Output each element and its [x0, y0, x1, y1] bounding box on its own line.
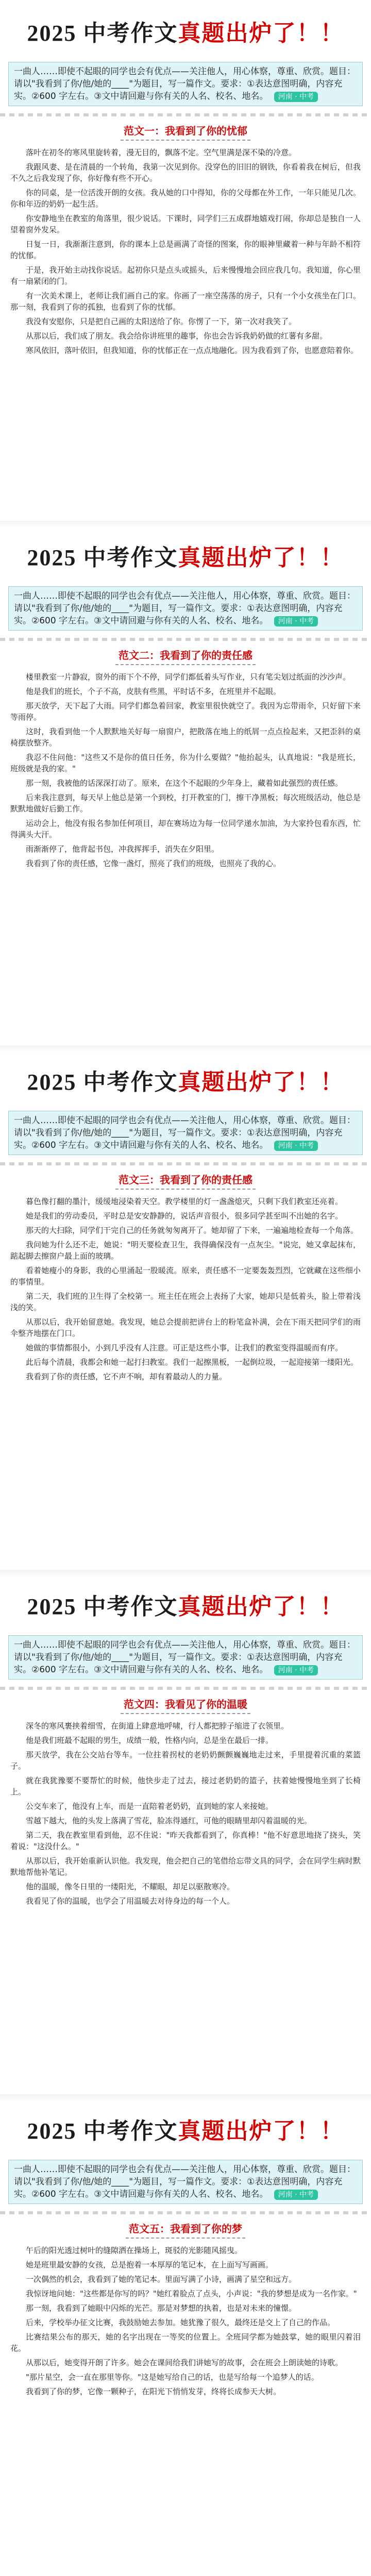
- page-title: [0, 2098, 371, 2160]
- page-title: [0, 1049, 371, 1111]
- page-separator: [0, 2094, 371, 2102]
- prompt-box: [8, 1635, 363, 1680]
- region-chip: 河南 · 中考: [274, 2190, 318, 2200]
- prompt-text: 一曲人……即使不起眼的同学也会有优点——关注他人，用心体察，尊重、欣赏。题目：请以"我看到了你/他/她的____"为题目，写一篇作文。要求：①表达意图明确，内容充实。②600 字左右。③文中请回避与你有关的人名、校名、地名。: [14, 2164, 356, 2199]
- page-separator: [0, 1570, 371, 1577]
- title-red: 真题出炉了！！: [178, 21, 344, 46]
- region-chip: 河南 · 中考: [274, 616, 318, 626]
- paragraph: 雨渐渐停了，他背起书包，冲我挥挥手，消失在夕阳里。: [26, 844, 220, 854]
- paragraph: 后来我注意到，每天早上他总是第一个到校，打开教室的门，擦干净黑板；每次班级活动，他总是默默地做好后勤工作。: [10, 793, 361, 814]
- banner-title: [27, 1063, 344, 1096]
- essay-body: [10, 147, 361, 356]
- page-title: [0, 0, 371, 62]
- prompt-box: [8, 62, 363, 106]
- paragraph: 比赛结果公布的那天，她的名字出现在一等奖的位置上。全班同学都为她鼓掌，她的眼里闪着泪花。: [10, 2332, 361, 2353]
- essay-title: 范文四：我看见了你的温暖: [121, 1696, 250, 1714]
- paragraph: 楼里教室一片静寂，窗外的雨下个不停，同学们都低着头写作业，只有笔尖划过纸面的沙沙声。: [26, 672, 351, 682]
- paragraph: 第二天，我们班的卫生得了全校第一。班主任在班会上表扬了大家，她却只是低着头，脸上带着浅浅的笑。: [10, 1292, 361, 1312]
- essay-title: 范文一：我看到了你的忧郁: [121, 123, 250, 141]
- prompt-text: 一曲人……即使不起眼的同学也会有优点——关注他人，用心体察，尊重、欣赏。题目：请以"我看到了你/他/她的____"为题目，写一篇作文。要求：①表达意图明确，内容充实。②600 字左右。③文中请回避与你有关的人名、校名、地名。: [14, 591, 356, 626]
- essay-title: 范文二：我看到了你的责任感: [115, 647, 256, 665]
- divider: [0, 2211, 371, 2214]
- region-chip: 河南 · 中考: [274, 1141, 318, 1151]
- paragraph: 从那以后，我开始留意她。我发现，她总会提前把讲台上的粉笔盒补满，会在下雨天把同学们的雨伞整齐地摆在门口。: [10, 1317, 361, 1338]
- title-black: 2025 中考作文: [27, 1070, 178, 1095]
- paragraph: "那片星空，会一直在那里等你。"这是她写给自己的话，也是写给每一个追梦人的话。: [26, 2372, 319, 2382]
- essay-page: [0, 0, 371, 524]
- essay-body: [10, 1196, 361, 1382]
- essay-body: [10, 1720, 361, 1907]
- paragraph: 看着她瘦小的身影，我的心里涌起一股暖流。原来，责任感不一定要轰轰烈烈，它就藏在这些细小的事情里。: [10, 1266, 361, 1286]
- paragraph: 从那以后，我开始重新认识他。我发现，他会把自己的笔借给忘带文具的同学，会在同学生病时默默地帮他补笔记。: [10, 1856, 361, 1877]
- paragraph: 我忍不住问他："这些又不是你的值日任务，你为什么要做？"他抬起头，认真地说："我是班长，班级就是我的家。": [10, 753, 361, 773]
- paragraph: 我看到了你的责任感，它像一盏灯，照亮了我们的班级，也照亮了我的心。: [26, 859, 281, 868]
- prompt-box: [8, 1111, 363, 1155]
- paragraph: 我没有安慰你，只是把自己画的太阳送给了你。你愣了一下，第一次对我笑了。: [26, 317, 297, 326]
- banner-title: [27, 1588, 344, 1621]
- banner-title: [27, 14, 344, 47]
- paragraph: 我问她为什么还不走，她说："明天要检查卫生，我得确保没有一点灰尘。"说完，她又拿起抹布，踮起脚去擦窗户最上面的玻璃。: [10, 1240, 361, 1261]
- paragraph: 公交车来了，他没有上车，而是一直陪着老奶奶，直到她的家人来接她。: [26, 1802, 274, 1811]
- paragraph: 我跟风妻、是在清晨的一个转角，我第一次见到你。没穿色的旧旧的钢铁，你看着我在树后，但我不久之后我发现了你，你好像有些不开心。: [10, 162, 361, 183]
- paragraph: 你安静地坐在教室的角落里，很少说话。下课时，同学们三五成群地嬉戏打闹，你却总是独自一人望着窗外发呆。: [10, 214, 361, 234]
- paragraph: 那一刻，我被他的话深深打动了。原来，在这个不起眼的少年身上，藏着如此强烈的责任感。: [26, 778, 343, 788]
- essay-title-wrap: [0, 123, 371, 141]
- divider: [0, 1162, 371, 1165]
- title-black: 2025 中考作文: [27, 545, 178, 570]
- prompt-text: 一曲人……即使不起眼的同学也会有优点——关注他人，用心体察，尊重、欣赏。题目：请以"我看到了你/他/她的____"为题目，写一篇作文。要求：①表达意图明确，内容充实。②600 字左右。③文中请回避与你有关的人名、校名、地名。: [14, 66, 356, 101]
- paragraph: 雪越下越大，他的头发上落满了雪花，脸冻得通红，可他的眼睛里却闪着温暖的光。: [26, 1816, 312, 1825]
- title-red: 真题出炉了！！: [178, 2119, 344, 2144]
- paragraph: 她做的事情都很小，小到几乎没有人注意。可正是这些小事，让我们的教室变得温暖而有序。: [26, 1343, 343, 1352]
- divider: [0, 113, 371, 116]
- paragraph: 暮色像打翻的墨汁，缓缓地浸染着天空。教学楼里的灯一盏盏熄灭，只剩下我们教室还亮着。: [26, 1197, 343, 1206]
- paragraph: 运动会上，他没有报名参加任何项目，却在赛场边为每一位同学递水加油，为大家拎包看东西，忙得满头大汗。: [10, 819, 361, 839]
- banner-title: [27, 539, 344, 572]
- title-red: 真题出炉了！！: [178, 1594, 344, 1619]
- paragraph: 你的同桌，是一位活泼开朗的女孩。我从她的口中得知，你的父母都在外工作，一年只能见几次。你和年迈的奶奶一起生活。: [10, 188, 361, 209]
- essay-title: 范文五：我看到了你的梦: [126, 2221, 245, 2239]
- title-black: 2025 中考作文: [27, 21, 178, 46]
- paragraph: 后来，学校举办征文比赛，我鼓励她去参加。她犹豫了很久，最终还是交上了自己的作品。: [26, 2318, 335, 2327]
- prompt-box: [8, 586, 363, 631]
- paragraph: 他是我们的班长，个子不高，皮肤有些黑，平时话不多，在班里并不起眼。: [26, 687, 281, 696]
- essay-title-wrap: [0, 1696, 371, 1714]
- paragraph: 落叶在初冬的寒风里旋转着，漫无目的，飘落不定。空气里满是深不染的冷意。: [26, 148, 297, 157]
- essay-body: [10, 671, 361, 869]
- page-title: [0, 1573, 371, 1635]
- paragraph: 第二天，我在教室里看到他，忍不住说："昨天我都看到了，你真棒！"他不好意思地挠了挠头，笑着说："这没什么。": [10, 1831, 361, 1851]
- essay-title-wrap: [0, 647, 371, 665]
- page-separator: [0, 521, 371, 528]
- essay-title-wrap: [0, 2221, 371, 2239]
- paragraph: 日复一日，我渐渐注意到，你的课本上总是画满了奇怪的图案，你的眼神里藏着一种与年龄不相符的忧郁。: [10, 240, 361, 260]
- paragraph: 她是我们的劳动委员，平时总是安安静静的，说话声音很小，很多同学甚至叫不出她的名字。: [26, 1211, 343, 1221]
- page-title: [0, 524, 371, 586]
- paragraph: 她是班里最安静的女孩，总是抱着一本厚厚的笔记本，在上面写写画画。: [26, 2260, 274, 2269]
- essay-page: [0, 2098, 371, 2576]
- paragraph: 我看到了你的梦，它像一颗种子，在阳光下悄悄发芽，终将长成参天大树。: [26, 2387, 281, 2396]
- paragraph: 从那以后，我们成了朋友。我会给你讲班里的趣事，你也会告诉我奶奶做的红薯有多甜。: [26, 331, 328, 341]
- region-chip: 河南 · 中考: [274, 1665, 318, 1675]
- title-black: 2025 中考作文: [27, 2119, 178, 2144]
- essay-page: [0, 1573, 371, 2098]
- divider: [0, 638, 371, 641]
- paragraph: 寒风依旧，落叶依旧，但我知道，你的忧郁正在一点点地融化。因为我看到了你，也愿意陪着你。: [26, 346, 359, 355]
- title-red: 真题出炉了！！: [178, 545, 344, 570]
- prompt-text: 一曲人……即使不起眼的同学也会有优点——关注他人，用心体察，尊重、欣赏。题目：请以"我看到了你/他/她的____"为题目，写一篇作文。要求：①表达意图明确，内容充实。②600 字左右。③文中请回避与你有关的人名、校名、地名。: [14, 1115, 356, 1150]
- essay-title-wrap: [0, 1172, 371, 1190]
- paragraph: 于是，我开始主动找你说话。起初你只是点头或摇头，后来慢慢地会回应我几句。我知道，你心里有一扇紧闭的门。: [10, 265, 361, 286]
- paragraph: 他的温暖，像冬日里的一缕阳光，不耀眼，却足以驱散寒冷。: [26, 1882, 235, 1891]
- prompt-box: [8, 2160, 363, 2204]
- paragraph: 此后每个清晨，我都会和她一起打扫教室。我们一起擦黑板，一起倒垃圾，一起迎接第一缕阳光。: [26, 1358, 359, 1367]
- title-red: 真题出炉了！！: [178, 1070, 344, 1095]
- paragraph: 有一次美术课上，老师让我们画自己的家。你画了一座空荡荡的房子，只有一个小女孩坐在门口。那一刻，我看到了你的孤独，也看到了你的忧郁。: [10, 291, 361, 312]
- paragraph: 我看到了你的责任感，它不声不响，却有着最动人的力量。: [26, 1372, 227, 1381]
- divider: [0, 1687, 371, 1690]
- paragraph: 我惊讶地问她："这些都是你写的吗？"她红着脸点了点头，小声说："我的梦想是成为一名作家。": [26, 2289, 357, 2298]
- paragraph: 深冬的寒风裹挟着细雪，在街道上肆意地呼啸，行人都把脖子缩进了衣领里。: [26, 1721, 289, 1731]
- paragraph: 一次偶然的机会，我看到了她的笔记本。里面写满了小诗，画满了星空和远方。: [26, 2275, 297, 2284]
- paragraph: 我看见了你的温暖，也学会了用温暖去对待身边的每一个人。: [26, 1896, 235, 1906]
- paragraph: 午后的阳光透过树叶的缝隙洒在操场上，斑驳的光影随风摇曳。: [26, 2246, 243, 2255]
- essay-title: 范文三：我看到了你的责任感: [115, 1172, 256, 1190]
- essay-page: [0, 524, 371, 1049]
- paragraph: 那一刻，我看到了她眼中闪烁的光芒。那是对梦想的执着，也是对未来的憧憬。: [26, 2303, 297, 2313]
- paragraph: 那天放学，我在公交站台等车。一位拄着拐杖的老奶奶颤颤巍巍地走过来，手里提着沉重的菜篮子。: [10, 1750, 361, 1771]
- paragraph: 就在我犹豫要不要帮忙的时候，他快步走了过去，接过老奶奶的篮子，扶着她慢慢地坐到了长椅上。: [10, 1776, 361, 1797]
- essay-body: [10, 2245, 361, 2397]
- essay-page: [0, 1049, 371, 1573]
- paragraph: 这时，我看到他一个人默默地关好每一扇窗户，把散落在地上的纸屑一点点捡起来，又把歪斜的桌椅摆放整齐。: [10, 727, 361, 748]
- paragraph: 从那以后，她变得开朗了许多。她会在课间给我们讲她写的故事，会在班会上朗读她的诗歌。: [26, 2358, 343, 2367]
- page-separator: [0, 1045, 371, 1053]
- paragraph: 那天的大扫除，同学们干完自己的任务就匆匆离开了。她却留了下来，一遍遍地检查每一个角落。: [26, 1226, 359, 1235]
- title-black: 2025 中考作文: [27, 1594, 178, 1619]
- region-chip: 河南 · 中考: [274, 92, 318, 102]
- banner-title: [27, 2112, 344, 2145]
- prompt-text: 一曲人……即使不起眼的同学也会有优点——关注他人，用心体察，尊重、欣赏。题目：请以"我看到了你/他/她的____"为题目，写一篇作文。要求：①表达意图明确，内容充实。②600 字左右。③文中请回避与你有关的人名、校名、地名。: [14, 1640, 356, 1675]
- paragraph: 那天放学，天下起了大雨。同学们都急着回家，教室里很快就空了。我因为忘带雨伞，只好留下来等雨停。: [10, 701, 361, 722]
- paragraph: 他是我们班最不起眼的男生，成绩一般，性格内向，总是坐在最后一排。: [26, 1736, 274, 1745]
